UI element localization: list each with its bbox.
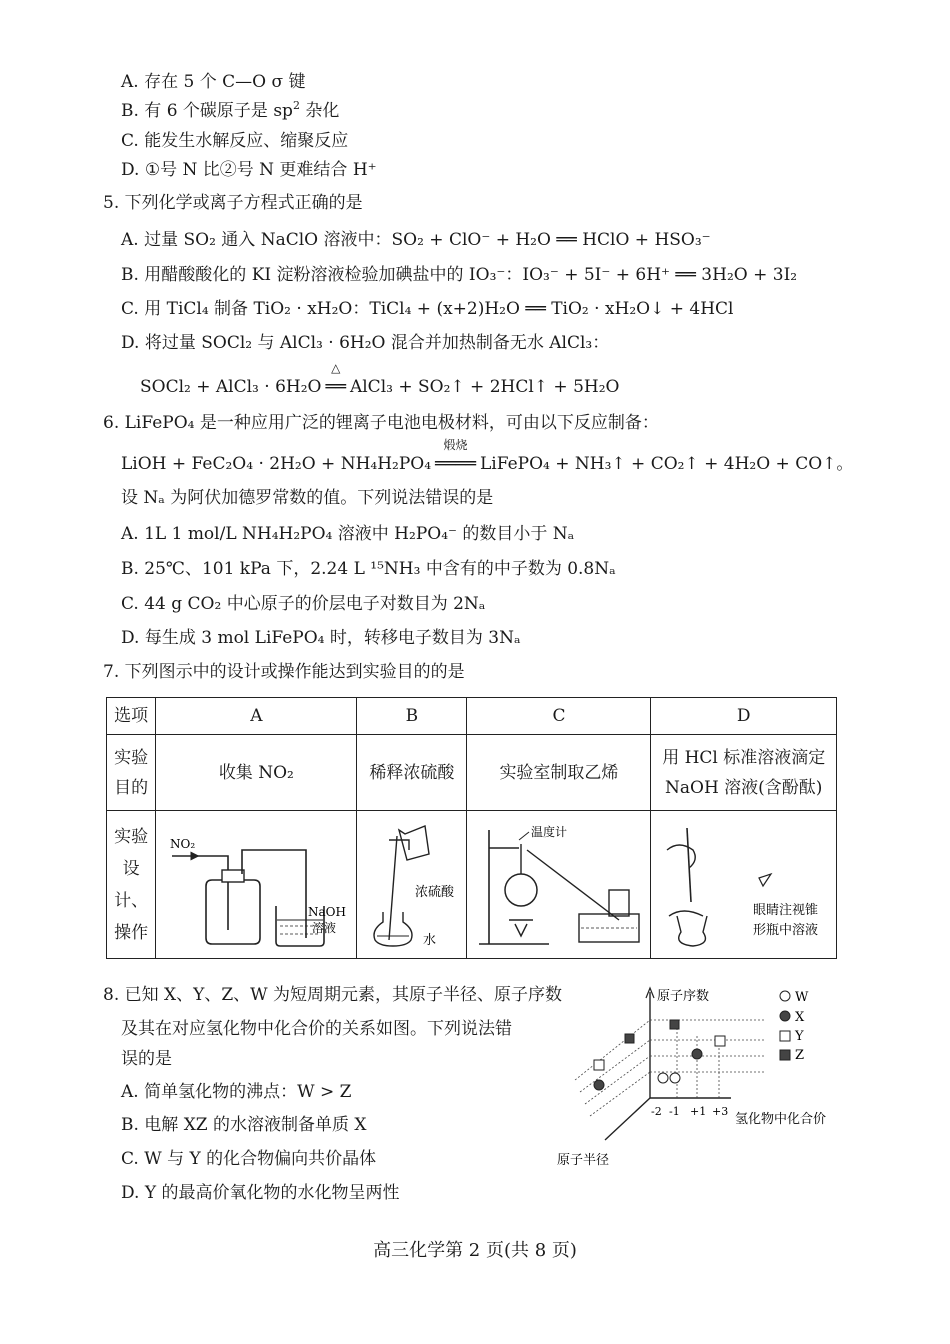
purpose-a: 收集 NO₂ bbox=[156, 735, 357, 811]
axis-z-label: 原子序数 bbox=[657, 989, 710, 1004]
eye-note-1: 眼睛注视锥 bbox=[752, 902, 818, 918]
q8-stem-2: 及其在对应氢化物中化合价的关系如图。下列说法错 bbox=[121, 1019, 512, 1039]
element-relation-chart bbox=[555, 980, 850, 1170]
table-design-row bbox=[107, 811, 837, 959]
page-footer: 高三化学第 2 页(共 8 页) bbox=[373, 1240, 577, 1261]
q6-stem: 6. LiFePO₄ 是一种应用广泛的锂离子电池电极材料，可由以下反应制备： bbox=[103, 413, 659, 433]
q8-option-d: D. Y 的最高价氧化物的水化物呈两性 bbox=[121, 1183, 400, 1203]
water-label: 水 bbox=[422, 932, 436, 948]
table-header-row bbox=[107, 698, 837, 735]
legend-x: X bbox=[795, 1010, 805, 1025]
naoh-label: NaOH bbox=[308, 904, 347, 919]
axis-radius bbox=[605, 1098, 650, 1140]
legend-y-marker bbox=[780, 1031, 790, 1041]
q7-stem: 7. 下列图示中的设计或操作能达到实验目的的是 bbox=[103, 662, 465, 682]
point-y-1 bbox=[715, 1036, 725, 1046]
point-w-1 bbox=[658, 1073, 668, 1083]
legend-w-marker bbox=[780, 991, 790, 1001]
header-d: D bbox=[651, 698, 837, 735]
heat-symbol: △ bbox=[331, 361, 341, 375]
header-c: C bbox=[467, 698, 651, 735]
experiment-table bbox=[106, 697, 837, 959]
q8-option-b: B. 电解 XZ 的水溶液制备单质 X bbox=[121, 1115, 367, 1135]
table-purpose-row bbox=[107, 735, 837, 811]
tick-plus3: +3 bbox=[712, 1105, 729, 1118]
design-b bbox=[357, 811, 467, 959]
q5-option-b: B. 用醋酸酸化的 KI 淀粉溶液检验加碘盐中的 IO₃⁻：IO₃⁻ + 5I⁻ + 6H⁺ ══ 3H₂O + 3I₂ bbox=[121, 265, 798, 285]
q6-option-b: B. 25℃、101 kPa 下，2.24 L ¹⁵NH₃ 中含有的中子数为 0.8Nₐ bbox=[121, 559, 616, 579]
axis-y-label: 原子半径 bbox=[557, 1153, 610, 1168]
q6-option-c: C. 44 g CO₂ 中心原子的价层电子对数目为 2Nₐ bbox=[121, 594, 486, 614]
purpose-c: 实验室制取乙烯 bbox=[467, 735, 651, 811]
no2-label: NO₂ bbox=[170, 836, 196, 851]
thermometer-label: 温度计 bbox=[530, 824, 567, 839]
q5-option-d: D. 将过量 SOCl₂ 与 AlCl₃ · 6H₂O 混合并加热制备无水 AlCl₃： bbox=[121, 333, 610, 353]
tick-minus2: -2 bbox=[651, 1105, 662, 1118]
purpose-label: 实验目的 bbox=[107, 735, 156, 811]
point-z-2 bbox=[625, 1034, 634, 1043]
q6-option-a: A. 1L 1 mol/L NH₄H₂PO₄ 溶液中 H₂PO₄⁻ 的数目小于 Nₐ bbox=[121, 524, 575, 544]
q8-option-a: A. 简单氢化物的沸点：W > Z bbox=[121, 1082, 352, 1102]
titration-diagram bbox=[653, 820, 835, 950]
header-a: A bbox=[156, 698, 357, 735]
ethylene-diagram bbox=[469, 820, 649, 950]
design-a bbox=[156, 811, 357, 959]
tick-plus1: +1 bbox=[690, 1105, 707, 1118]
q6-equation: LiOH + FeC₂O₄ · 2H₂O + NH₄H₂PO₄ 煅烧 ════ LiFePO₄ + NH₃↑ + CO₂↑ + 4H₂O + CO↑。 bbox=[121, 438, 854, 474]
purpose-d: 用 HCl 标准溶液滴定 NaOH 溶液(含酚酞) bbox=[651, 735, 837, 811]
point-z-1 bbox=[670, 1020, 679, 1029]
q5-option-a: A. 过量 SO₂ 通入 NaClO 溶液中：SO₂ + ClO⁻ + H₂O ══ HClO + HSO₃⁻ bbox=[121, 230, 711, 250]
q5-stem: 5. 下列化学或离子方程式正确的是 bbox=[103, 193, 363, 213]
q6-option-d: D. 每生成 3 mol LiFePO₄ 时，转移电子数目为 3Nₐ bbox=[121, 628, 521, 648]
legend-x-marker bbox=[780, 1011, 790, 1021]
q4-option-a: A. 存在 5 个 C—O σ 键 bbox=[121, 72, 306, 92]
legend-w: W bbox=[795, 990, 809, 1005]
q8-stem-1: 8. 已知 X、Y、Z、W 为短周期元素，其原子半径、原子序数 bbox=[103, 985, 563, 1005]
design-label: 实验设计、操作 bbox=[107, 811, 156, 959]
point-w-2 bbox=[670, 1073, 680, 1083]
dilution-diagram bbox=[359, 820, 465, 950]
q6-intro: 设 Nₐ 为阿伏加德罗常数的值。下列说法错误的是 bbox=[121, 488, 494, 508]
legend-y: Y bbox=[795, 1029, 804, 1044]
q8-option-c: C. W 与 Y 的化合物偏向共价晶体 bbox=[121, 1149, 377, 1169]
solution-label: 溶液 bbox=[312, 920, 337, 935]
tick-minus1: -1 bbox=[669, 1105, 680, 1118]
q5-option-c: C. 用 TiCl₄ 制备 TiO₂ · xH₂O：TiCl₄ + (x+2)H₂O ══ TiO₂ · xH₂O↓ + 4HCl bbox=[121, 299, 734, 319]
design-d bbox=[651, 811, 837, 959]
purpose-b: 稀释浓硫酸 bbox=[357, 735, 467, 811]
eye-note-2: 形瓶中溶液 bbox=[752, 922, 818, 938]
point-x-1 bbox=[692, 1049, 702, 1059]
design-c bbox=[467, 811, 651, 959]
q5-d-equation: SOCl₂ + AlCl₃ · 6H₂O △ ══ AlCl₃ + SO₂↑ + 2HCl↑ + 5H₂O bbox=[140, 361, 620, 397]
q4-option-c: C. 能发生水解反应、缩聚反应 bbox=[121, 131, 349, 151]
calcine-condition: 煅烧 bbox=[443, 438, 468, 452]
q8-stem-3: 误的是 bbox=[121, 1049, 172, 1069]
header-b: B bbox=[357, 698, 467, 735]
gas-collection-diagram bbox=[158, 820, 354, 950]
acid-label: 浓硫酸 bbox=[414, 884, 454, 900]
legend-z-marker bbox=[780, 1050, 790, 1060]
point-x-2 bbox=[594, 1080, 604, 1090]
header-option: 选项 bbox=[107, 698, 156, 735]
axis-x-label: 氢化物中化合价 bbox=[735, 1112, 827, 1127]
point-y-2 bbox=[594, 1060, 604, 1070]
q4-option-b: B. 有 6 个碳原子是 $sp^2$ 杂化 bbox=[121, 99, 340, 121]
legend-z: Z bbox=[795, 1048, 805, 1063]
q4-option-d: D. ①号 N 比②号 N 更难结合 H⁺ bbox=[121, 160, 377, 180]
